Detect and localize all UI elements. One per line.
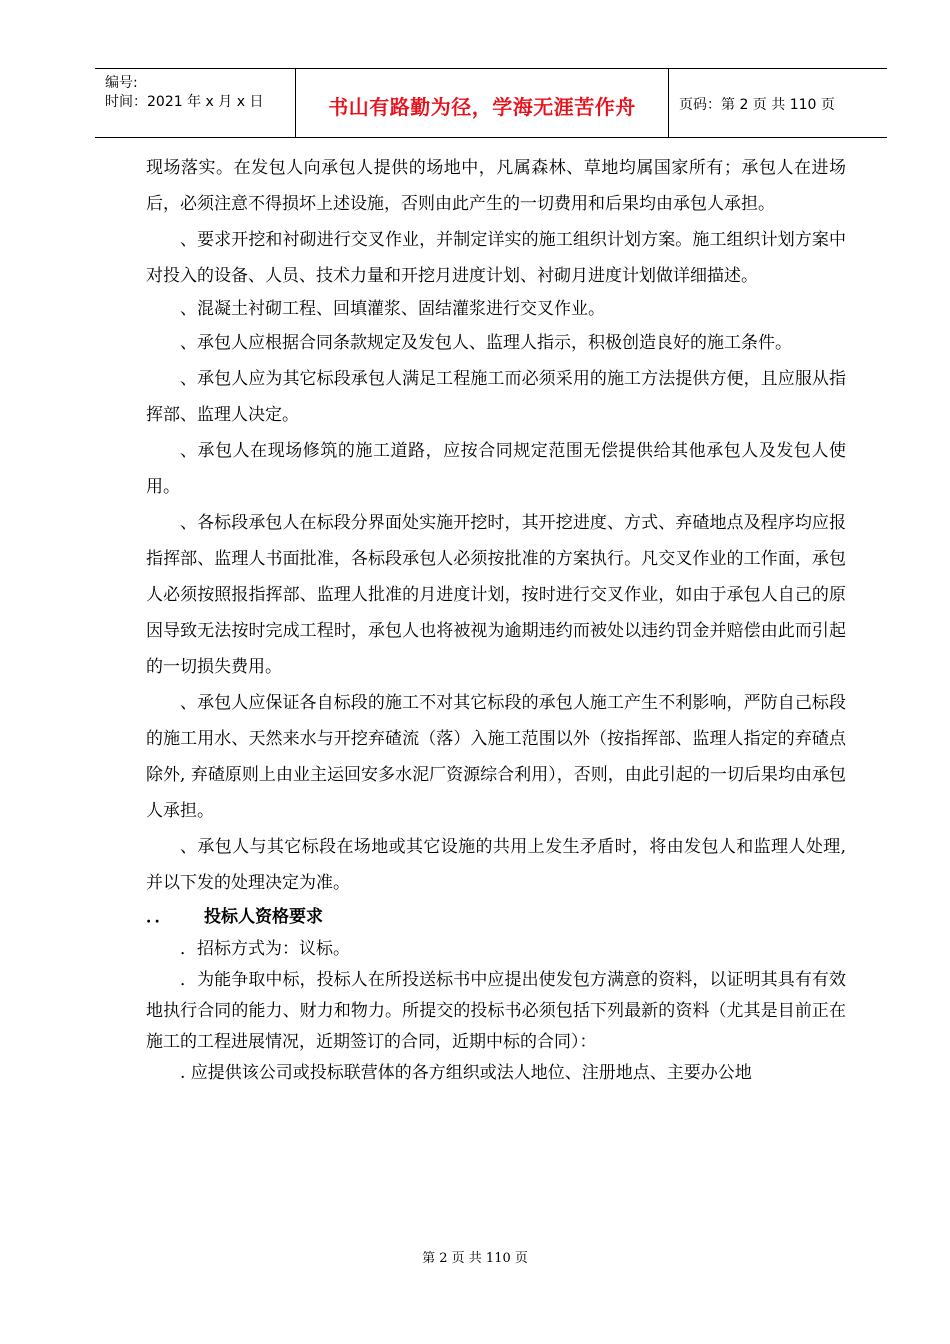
paragraph: 、承包人应根据合同条款规定及发包人、监理人指示，积极创造良好的施工条件。 [180, 333, 792, 353]
paragraph: . 应提供该公司或投标联营体的各方组织或法人地位、注册地点、主要办公地 [180, 1063, 752, 1083]
paragraph: 、承包人与其它标段在场地或其它设施的共用上发生矛盾时，将由发包人和监理人处理, 并以下发的处理决定为准。 [146, 837, 846, 893]
section-title: 投标人资格要求 [204, 907, 323, 927]
paragraph: 现场落实。在发包人向承包人提供的场地中，凡属森林、草地均属国家所有；承包人在进场后，必须注意不得损坏上述设施，否则由此产生的一切费用和后果均由承包人承担。 [146, 158, 846, 214]
paragraph: 、承包人应为其它标段承包人满足工程施工而必须采用的施工方法提供方便，且应服从指挥部、监理人决定。 [146, 369, 846, 425]
header-motto: 书山有路勤为径，学海无涯苦作舟 [328, 95, 636, 119]
document-number-label: 编号: [105, 75, 138, 91]
header-meta-cell [95, 69, 296, 137]
paragraph: 、要求开挖和衬砌进行交叉作业，并制定详实的施工组织计划方案。施工组织计划方案中对投入的设备、人员、技术力量和开挖月进度计划、衬砌月进度计划做详细描述。 [146, 230, 846, 286]
header-page-number: 页码：第 2 页 共 110 页 [679, 97, 835, 113]
section-heading [146, 901, 846, 934]
paragraph: 、各标段承包人在标段分界面处实施开挖时，其开挖进度、方式、弃碴地点及程序均应报指挥部、监理人书面批准，各标段承包人必须按批准的方案执行。凡交叉作业的工作面，承包人必须按照报指挥部、监理人批准的月进度计划，按时进行交叉作业，如由于承包人自己的原因导致无法按时完成工程时，承包人也将被视为逾期违约而被处以违约罚金并赔偿由此而引起的一切损失费用。 [146, 513, 846, 677]
section-number: ．． [146, 907, 172, 927]
header-page-cell [669, 69, 887, 137]
header-motto-cell [296, 69, 669, 137]
paragraph: ．招标方式为：议标。 [180, 939, 350, 959]
document-body [146, 150, 846, 1089]
paragraph: ．为能争取中标，投标人在所投送标书中应提出使发包方满意的资料，以证明其具有有效地执行合同的能力、财力和物力。所提交的投标书必须包括下列最新的资料（尤其是目前正在施工的工程进展情况，近期签订的合同，近期中标的合同）： [146, 970, 846, 1052]
paragraph: 、承包人应保证各自标段的施工不对其它标段的承包人施工产生不利影响，严防自己标段的施工用水、天然来水与开挖弃碴流（落）入施工范围以外（按指挥部、监理人指定的弃碴点除外, 弃碴原则上由业主运回安多水泥厂资源综合利用），否则，由此引起的一切后果均由承包人承担。 [146, 693, 846, 821]
paragraph: 、承包人在现场修筑的施工道路，应按合同规定范围无偿提供给其他承包人及发包人使用。 [146, 441, 846, 497]
page-header [95, 68, 887, 138]
paragraph: 、混凝土衬砌工程、回填灌浆、固结灌浆进行交叉作业。 [180, 299, 605, 319]
document-time-label: 时间：2021 年 x 月 x 日 [105, 94, 264, 110]
page-footer: 第 2 页 共 110 页 [422, 1251, 528, 1266]
